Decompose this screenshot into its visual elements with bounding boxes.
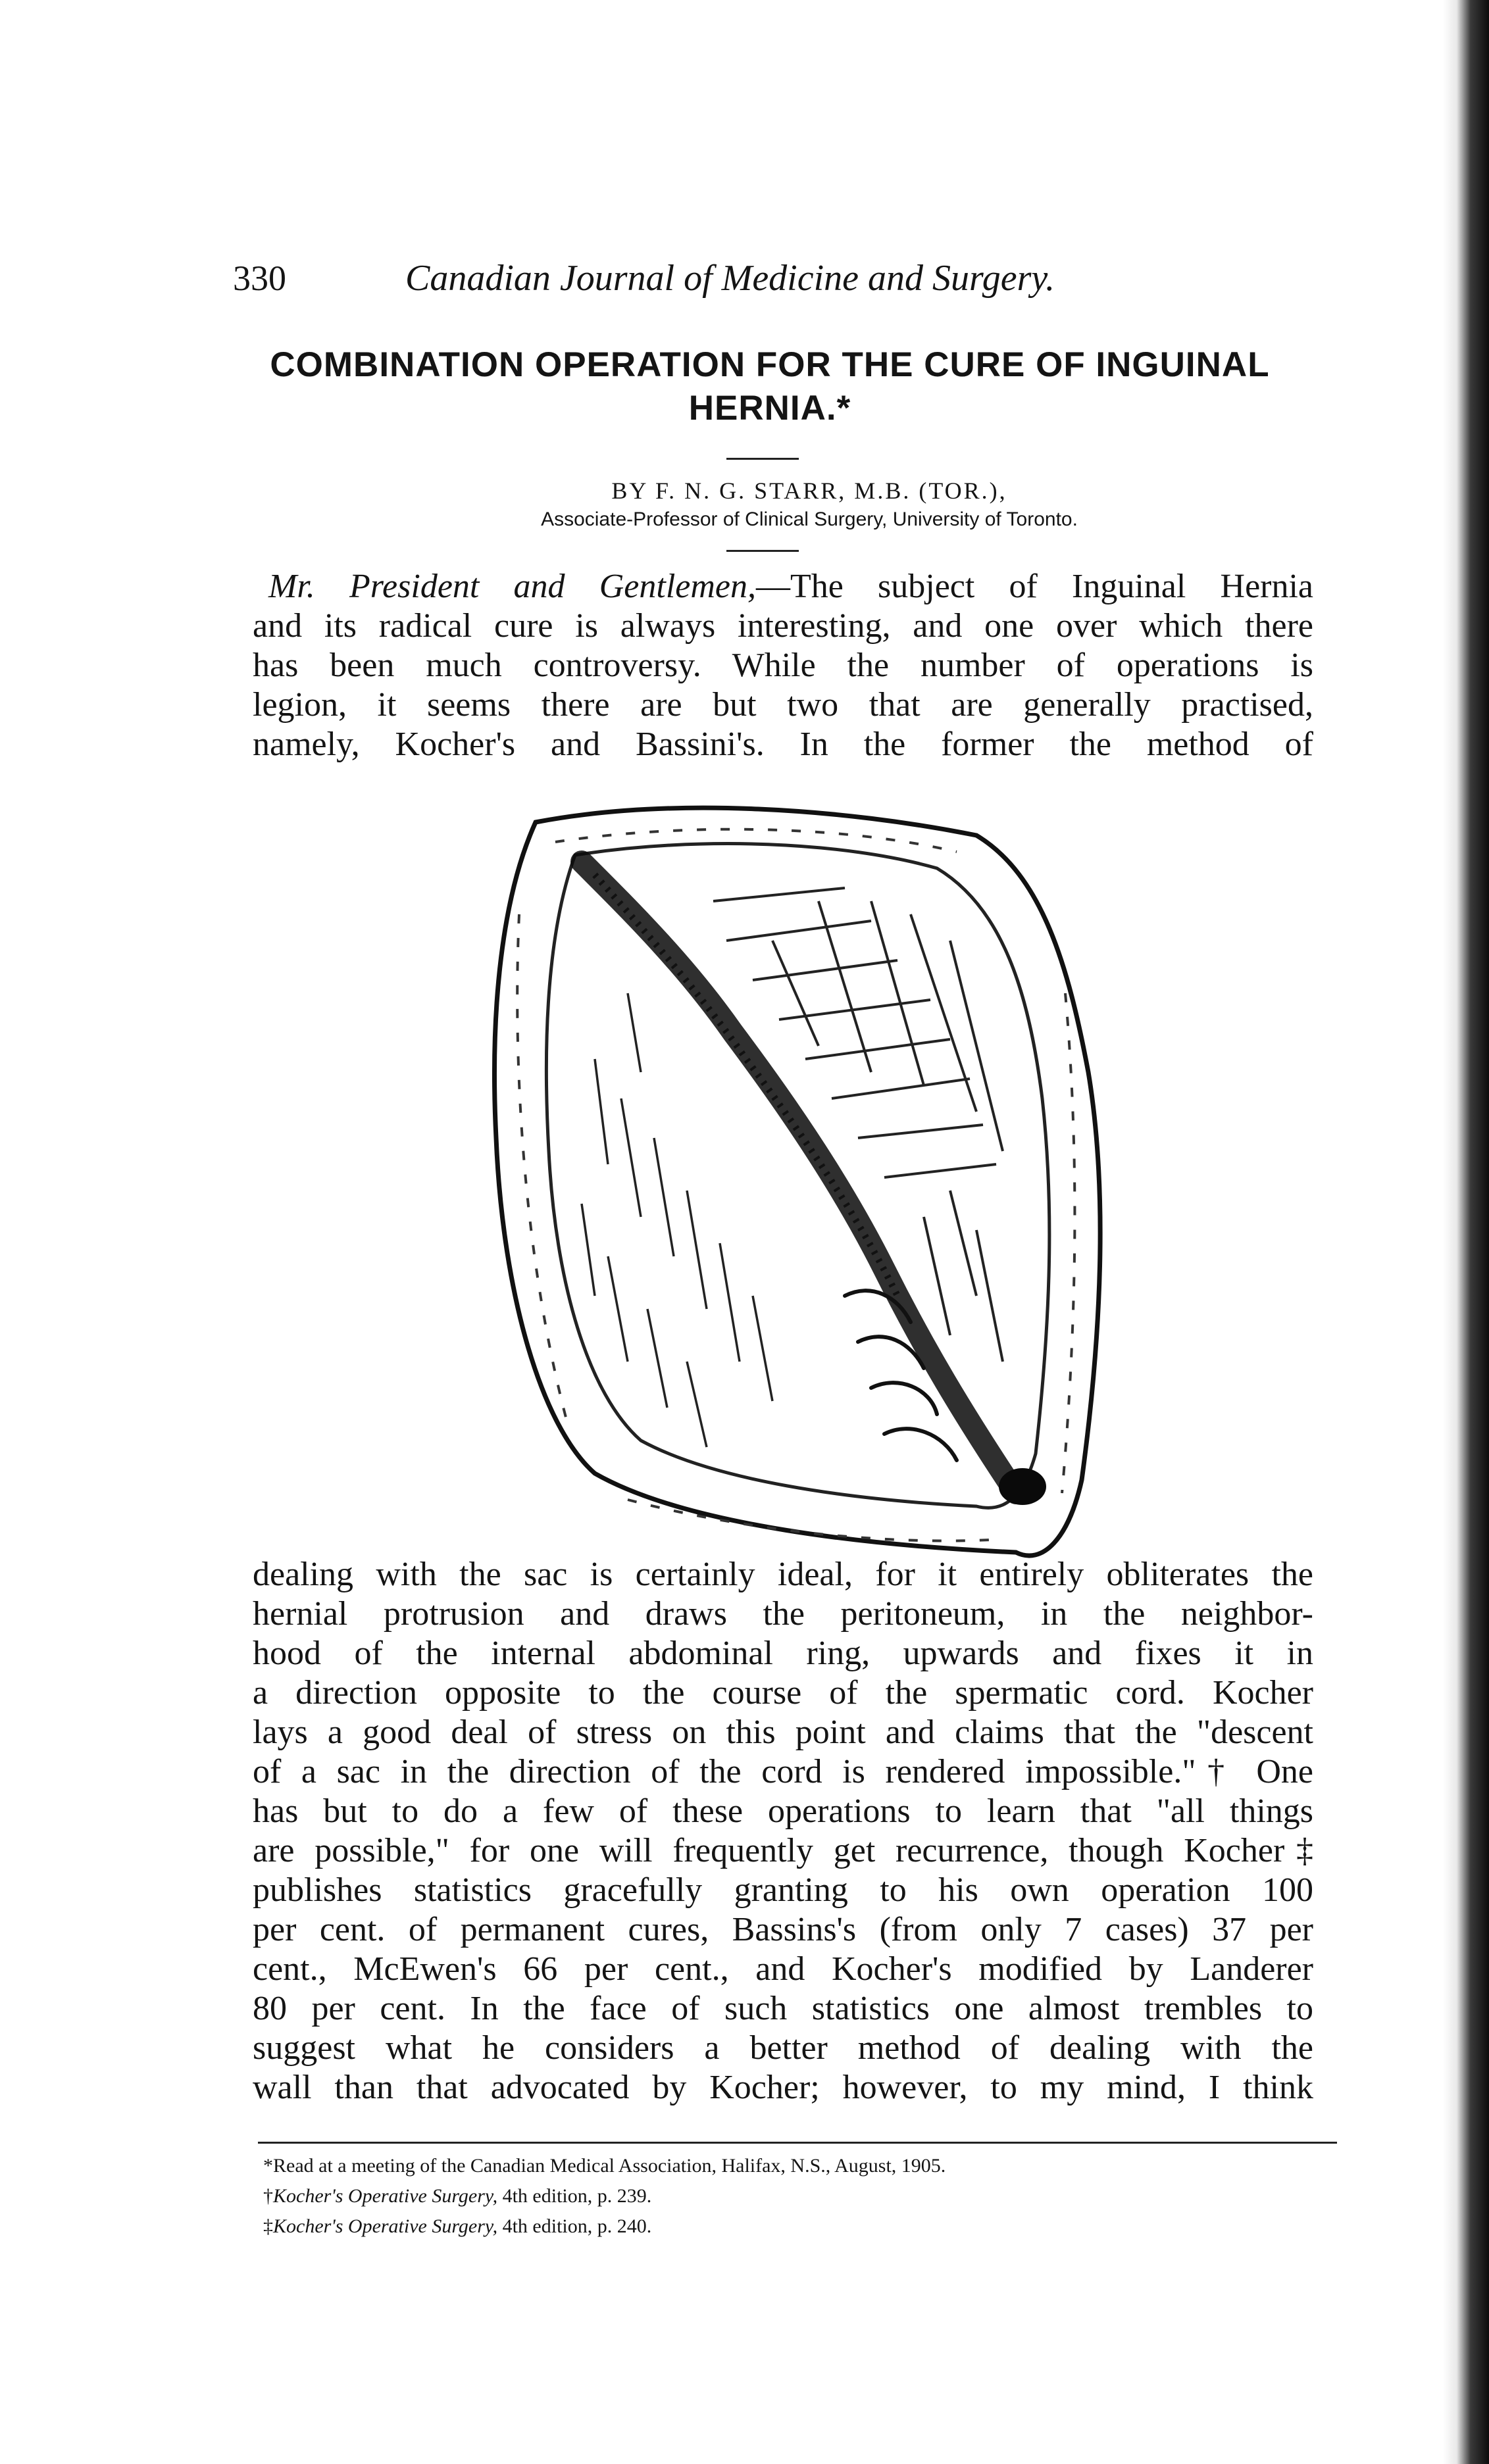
footnote-rule	[258, 2142, 1337, 2144]
paragraph-line: legion, it seems there are but two that are generally practised,	[253, 686, 1313, 724]
paragraph-line: Mr. President and Gentlemen,—The subject of Inguinal Hernia	[268, 568, 1314, 605]
article-title	[217, 343, 1323, 430]
journal-running-title: Canadian Journal of Medicine and Surgery.	[405, 258, 1055, 299]
paragraph-line: lays a good deal of stress on this point and claims that the "descent	[253, 1713, 1313, 1751]
article-title-line-2: HERNIA.*	[688, 389, 851, 428]
paragraph-line: of a sac in the direction of the cord is rendered impossible."† One	[253, 1753, 1313, 1790]
paragraph-line: wall than that advocated by Kocher; however, to my mind, I think	[253, 2069, 1313, 2106]
opening-paragraph	[253, 567, 1314, 764]
page-number: 330	[233, 259, 286, 298]
paragraph-line: publishes statistics gracefully granting to his own operation 100	[253, 1871, 1313, 1909]
title-rule	[726, 458, 799, 460]
author-affiliation: Associate-Professor of Clinical Surgery, University of Toronto.	[541, 508, 1078, 530]
paragraph-line: hernial protrusion and draws the peritoneum, in the neighbor-	[253, 1595, 1313, 1633]
paragraph-line: hood of the internal abdominal ring, upwards and fixes it in	[253, 1635, 1313, 1672]
footnote-1: *Read at a meeting of the Canadian Medical Association, Halifax, N.S., August, 1905.	[263, 2155, 946, 2177]
paragraph-line: a direction opposite to the course of the spermatic cord. Kocher	[253, 1674, 1313, 1712]
paragraph-line: namely, Kocher's and Bassini's. In the former the method of	[253, 726, 1313, 763]
paragraph-line: has been much controversy. While the number of operations is	[253, 647, 1313, 684]
continued-paragraph	[253, 1555, 1313, 2107]
salutation: Mr. President and Gentlemen,	[268, 568, 756, 605]
surgical-wound-drawing	[476, 796, 1148, 1579]
scan-page-edge	[1443, 0, 1489, 2464]
byline-rule	[726, 550, 799, 552]
footnote-3: ‡Kocher's Operative Surgery, 4th edition, p. 240.	[263, 2215, 652, 2237]
paragraph-line: suggest what he considers a better method of dealing with the	[253, 2029, 1313, 2067]
paragraph-line: and its radical cure is always interesting, and one over which there	[253, 607, 1313, 645]
paragraph-line: are possible," for one will frequently get recurrence, though Kocher‡	[253, 1832, 1313, 1869]
paragraph-line: cent., McEwen's 66 per cent., and Kocher's modified by Landerer	[253, 1950, 1313, 1988]
paragraph-line: per cent. of permanent cures, Bassins's (from only 7 cases) 37 per	[253, 1911, 1313, 1948]
paragraph-line: has but to do a few of these operations to learn that "all things	[253, 1792, 1313, 1830]
footnote-2: †Kocher's Operative Surgery, 4th edition, p. 239.	[263, 2185, 652, 2207]
paragraph-line: 80 per cent. In the face of such statistics one almost trembles to	[253, 1990, 1313, 2027]
author-byline: BY F. N. G. STARR, M.B. (TOR.),	[611, 478, 1007, 504]
article-title-line-1: COMBINATION OPERATION FOR THE CURE OF INGUINAL	[270, 345, 1270, 384]
running-header	[233, 255, 1312, 301]
footnotes	[263, 2151, 1329, 2242]
hernia-operation-illustration	[476, 796, 1148, 1579]
paragraph-line: dealing with the sac is certainly ideal, for it entirely obliterates the	[253, 1556, 1313, 1593]
